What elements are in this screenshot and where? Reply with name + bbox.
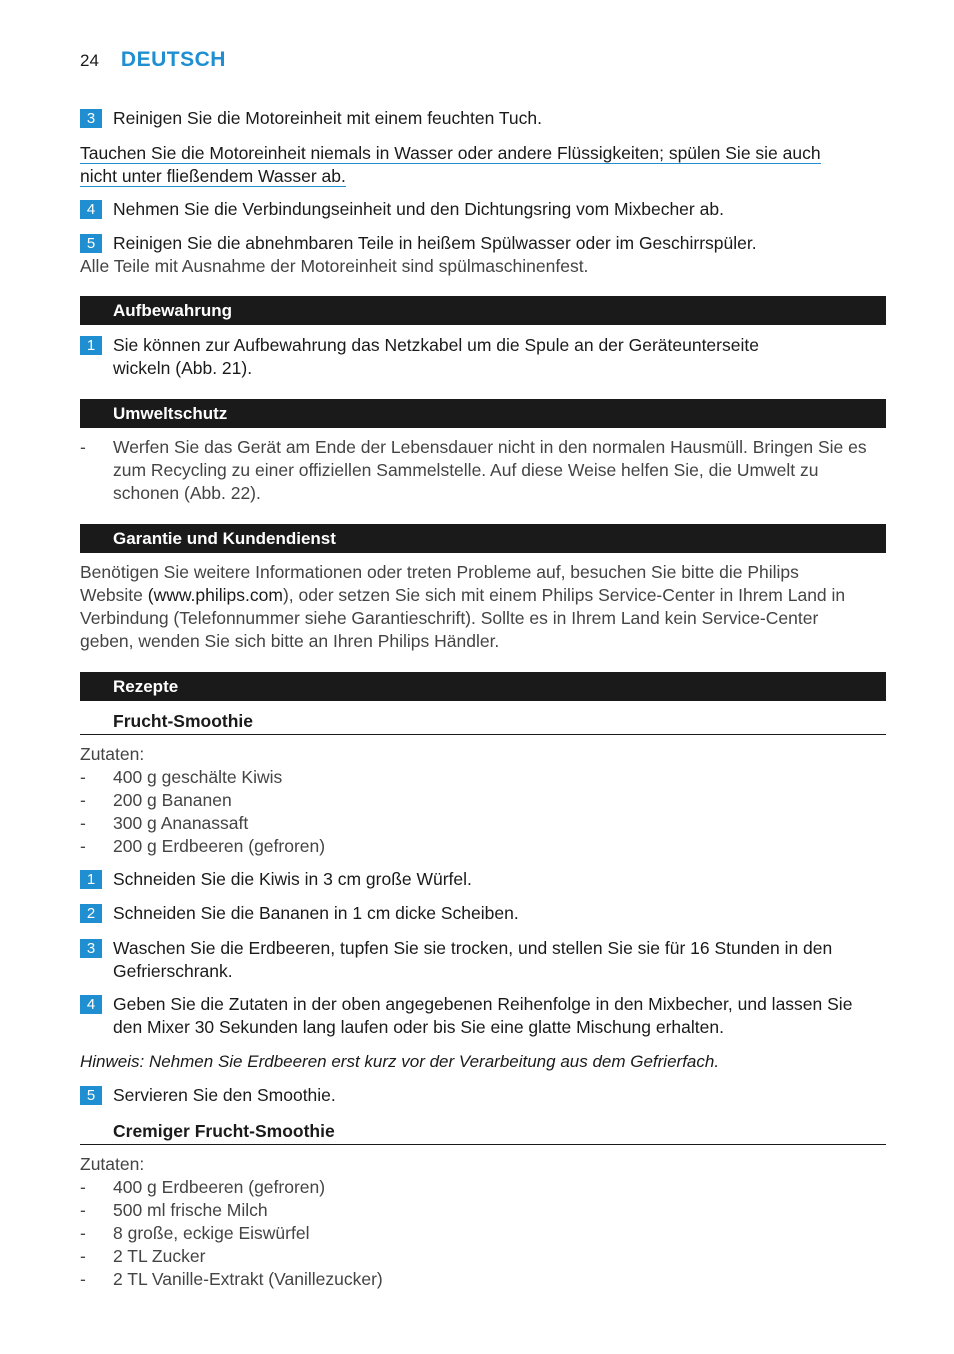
list-item: - 400 g Erdbeeren (gefroren) bbox=[80, 1177, 326, 1197]
recipe-step-4 bbox=[80, 993, 886, 1039]
ingredients-list bbox=[80, 766, 886, 858]
guarantee-line-1: Benötigen Sie weitere Informationen oder treten Probleme auf, besuchen Sie bitte die Philips bbox=[80, 562, 799, 582]
list-item: - 200 g Bananen bbox=[80, 790, 232, 810]
step-text bbox=[113, 993, 886, 1039]
cleaning-step-5 bbox=[80, 232, 886, 255]
list-item: - 500 ml frische Milch bbox=[80, 1200, 268, 1220]
page-number: 24 bbox=[80, 51, 99, 70]
section-heading-guarantee: Garantie und Kundendienst bbox=[80, 524, 886, 553]
recipe-step-2 bbox=[80, 902, 886, 925]
strawberry-note: Hinweis: Nehmen Sie Erdbeeren erst kurz vor der Verarbeitung aus dem Gefrierfach. bbox=[80, 1052, 720, 1071]
step-number-badge: 4 bbox=[80, 200, 102, 219]
list-item: - 2 TL Vanille-Extrakt (Vanillezucker) bbox=[80, 1269, 383, 1289]
language-title: DEUTSCH bbox=[120, 48, 226, 71]
step-line-1: Geben Sie die Zutaten in der oben angegebenen Reihenfolge in den Mixbecher, und lassen Sie bbox=[113, 994, 853, 1014]
page-header bbox=[80, 48, 226, 74]
section-heading-environment: Umweltschutz bbox=[80, 399, 886, 428]
step-number-badge: 5 bbox=[80, 1086, 102, 1105]
step-text bbox=[113, 937, 886, 983]
env-line-2: zum Recycling zu einer offiziellen Sammelstelle. Auf diese Weise helfen Sie, die Umwelt zu bbox=[113, 460, 819, 480]
guarantee-line-2-pre: Website bbox=[80, 585, 148, 605]
list-item: - 8 große, eckige Eiswürfel bbox=[80, 1223, 310, 1243]
step-text: Nehmen Sie die Verbindungseinheit und den Dichtungsring vom Mixbecher ab. bbox=[113, 199, 724, 219]
step-line-2: den Mixer 30 Sekunden lang laufen oder bis Sie eine glatte Mischung erhalten. bbox=[113, 1017, 724, 1037]
website-link[interactable]: (www.philips.com bbox=[147, 585, 283, 605]
guarantee-line-2-post: ), oder setzen Sie sich mit einem Philips Service-Center in Ihrem Land in bbox=[282, 585, 846, 605]
list-item: - 200 g Erdbeeren (gefroren) bbox=[80, 836, 326, 856]
recipe-step-5 bbox=[80, 1084, 886, 1107]
env-line-3: schonen (Abb. 22). bbox=[113, 483, 261, 503]
step-text: Reinigen Sie die abnehmbaren Teile in heißem Spülwasser oder im Geschirrspüler. bbox=[113, 233, 757, 253]
cleaning-step-4 bbox=[80, 198, 886, 221]
step-number-badge: 5 bbox=[80, 234, 102, 253]
guarantee-line-3: Verbindung (Telefonnummer siehe Garantieschrift). Sollte es in Ihrem Land kein Service-Center bbox=[80, 608, 819, 628]
step-line-2: Gefrierschrank. bbox=[113, 961, 233, 981]
section-heading-storage: Aufbewahrung bbox=[80, 296, 886, 325]
section-heading-recipes: Rezepte bbox=[80, 672, 886, 701]
step-text: Reinigen Sie die Motoreinheit mit einem feuchten Tuch. bbox=[113, 108, 542, 128]
step-number-badge: 2 bbox=[80, 904, 102, 923]
list-item: - 400 g geschälte Kiwis bbox=[80, 767, 283, 787]
recipe-step-3 bbox=[80, 937, 886, 983]
guarantee-line-4: geben, wenden Sie sich bitte an Ihren Philips Händler. bbox=[80, 631, 500, 651]
step-text: Schneiden Sie die Kiwis in 3 cm große Würfel. bbox=[113, 869, 472, 889]
step-number-badge: 3 bbox=[80, 109, 102, 128]
step-number-badge: 1 bbox=[80, 870, 102, 889]
environment-item bbox=[80, 436, 886, 505]
list-item: - 2 TL Zucker bbox=[80, 1246, 206, 1266]
step-number-badge: 1 bbox=[80, 336, 102, 355]
step-text bbox=[113, 334, 886, 380]
env-line-1: Werfen Sie das Gerät am Ende der Lebensdauer nicht in den normalen Hausmüll. Bringen Sie es bbox=[113, 437, 867, 457]
warning-text bbox=[80, 142, 886, 188]
step-text: Servieren Sie den Smoothie. bbox=[113, 1085, 336, 1105]
guarantee-text bbox=[80, 561, 886, 653]
step-text: Schneiden Sie die Bananen in 1 cm dicke Scheiben. bbox=[113, 903, 519, 923]
step-number-badge: 4 bbox=[80, 995, 102, 1014]
ingredients-list bbox=[80, 1176, 886, 1291]
storage-step-1 bbox=[80, 334, 886, 380]
ingredients-label: Zutaten: bbox=[80, 1154, 145, 1174]
warning-line-1: Tauchen Sie die Motoreinheit niemals in Wasser oder andere Flüssigkeiten; spülen Sie sie auch bbox=[80, 143, 821, 163]
ingredients-label: Zutaten: bbox=[80, 744, 145, 764]
recipe-title-creamy: Cremiger Frucht-Smoothie bbox=[80, 1119, 886, 1145]
step-number-badge: 3 bbox=[80, 939, 102, 958]
list-item: - 300 g Ananassaft bbox=[80, 813, 249, 833]
step-line-1: Sie können zur Aufbewahrung das Netzkabel um die Spule an der Geräteunterseite bbox=[113, 335, 759, 355]
step-line-1: Waschen Sie die Erdbeeren, tupfen Sie sie trocken, und stellen Sie sie für 16 Stunden in den bbox=[113, 938, 833, 958]
warning-line-2: nicht unter fließendem Wasser ab. bbox=[80, 166, 346, 186]
environment-text bbox=[113, 436, 886, 505]
recipe-title-smoothie: Frucht-Smoothie bbox=[80, 709, 886, 735]
recipe-step-1 bbox=[80, 868, 886, 891]
step-line-2: wickeln (Abb. 21). bbox=[113, 358, 253, 378]
dash-marker: - bbox=[80, 437, 86, 457]
dishwasher-note: Alle Teile mit Ausnahme der Motoreinheit sind spülmaschinenfest. bbox=[80, 256, 589, 276]
cleaning-step-3 bbox=[80, 107, 886, 130]
